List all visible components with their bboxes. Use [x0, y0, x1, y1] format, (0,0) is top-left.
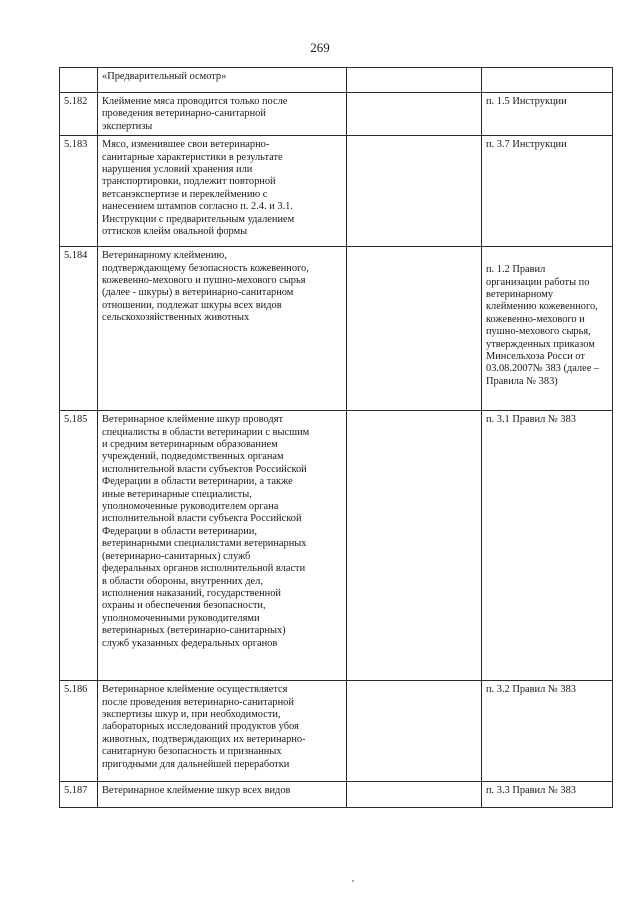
requirement-text	[98, 681, 347, 782]
requirement-text-content: Мясо, изменившее свои ветеринарно- санитарные характеристики в результате нарушения условий хранения или транспортировки, подлежит повторной ветсанэкспертизе и переклеймению с нанесением штампов согласно п. 2.4. и 3.1. Инструкции с предварительным удалением оттисков клейм овальной формы	[102, 139, 295, 238]
scan-speck	[352, 880, 354, 882]
reference-cell	[482, 411, 613, 681]
reference-text: п. 1.2 Правил организации работы по ветеринарному клеймению кожевенного, кожевенно-мехового и пушно-мехового сырья, утвержденных приказом Минсельхоза Росси от 03.08.2007№ 383 (далее – Правила № 383)	[486, 264, 600, 387]
requirement-text-content: Ветеринарное клеймение шкур всех видов	[102, 785, 291, 797]
table-row	[60, 247, 613, 411]
middle-cell	[347, 411, 482, 681]
row-number: 5.187	[60, 782, 98, 808]
reference-cell	[482, 681, 613, 782]
requirements-table	[59, 67, 613, 808]
page-number: 269	[310, 40, 330, 55]
middle-cell	[347, 782, 482, 808]
reference-cell	[482, 247, 613, 411]
table-row	[60, 68, 613, 93]
requirement-text	[98, 93, 347, 136]
middle-cell	[347, 247, 482, 411]
row-number	[60, 68, 98, 93]
row-number: 5.185	[60, 411, 98, 681]
requirement-text-content: Ветеринарное клеймение осуществляется после проведения ветеринарно-санитарной экспертизы шкур и, при необходимости, лабораторных исследований продуктов убоя животных, подтверждающих их ветеринарно- санитарную безопасность и признанных пригодными для дальнейшей переработки	[102, 684, 306, 770]
table-row	[60, 93, 613, 136]
row-number: 5.183	[60, 136, 98, 247]
reference-text: п. 3.3 Правил № 383	[486, 785, 576, 797]
middle-cell	[347, 93, 482, 136]
reference-cell	[482, 68, 613, 93]
middle-cell	[347, 68, 482, 93]
row-number: 5.186	[60, 681, 98, 782]
requirement-text-content: Ветеринарное клеймение шкур проводят специалисты в области ветеринарии с высшим и средним ветеринарным образованием учреждений, подведомственных органам исполнительной власти субъектов Российской Федерации в области ветеринарии, а также иные ветеринарные специалисты, уполномоченные руководителем органа исполнительной власти субъекта Российской Федерации в области ветеринарии, ветеринарными специалистами ветеринарных (ветеринарно-санитарных) служб федеральных органов исполнительной власти в области обороны, внутренних дел, исполнения наказаний, государственной охраны и обеспечения безопасности, уполномоченными руководителями ветеринарных (ветеринарно-санитарных) служб указанных федеральных органов	[102, 414, 310, 649]
table-row	[60, 411, 613, 681]
requirement-text	[98, 782, 347, 808]
requirement-text-content: Ветеринарному клеймению, подтверждающему безопасность кожевенного, кожевенно-мехового и пушно-мехового сырья (далее - шкуры) в ветеринарно-санитарном отношении, подлежат шкуры всех видов сельскохозяйственных животных	[102, 250, 309, 324]
middle-cell	[347, 681, 482, 782]
table-row	[60, 136, 613, 247]
requirement-text	[98, 247, 347, 411]
table-row	[60, 681, 613, 782]
reference-cell	[482, 782, 613, 808]
requirement-text	[98, 411, 347, 681]
reference-text: п. 3.1 Правил № 383	[486, 414, 576, 426]
reference-text: п. 3.7 Инструкции	[486, 139, 567, 151]
requirement-text	[98, 136, 347, 247]
reference-cell	[482, 136, 613, 247]
middle-cell	[347, 136, 482, 247]
reference-text: п. 3.2 Правил № 383	[486, 684, 576, 696]
row-number: 5.182	[60, 93, 98, 136]
reference-text: п. 1.5 Инструкции	[486, 96, 567, 107]
reference-cell	[482, 93, 613, 136]
row-number: 5.184	[60, 247, 98, 411]
table-row	[60, 782, 613, 808]
requirement-text-content: Клеймение мяса проводится только после проведения ветеринарно-санитарной экспертизы	[102, 96, 288, 132]
requirement-text-content: «Предварительный осмотр»	[102, 71, 227, 82]
requirement-text	[98, 68, 347, 93]
